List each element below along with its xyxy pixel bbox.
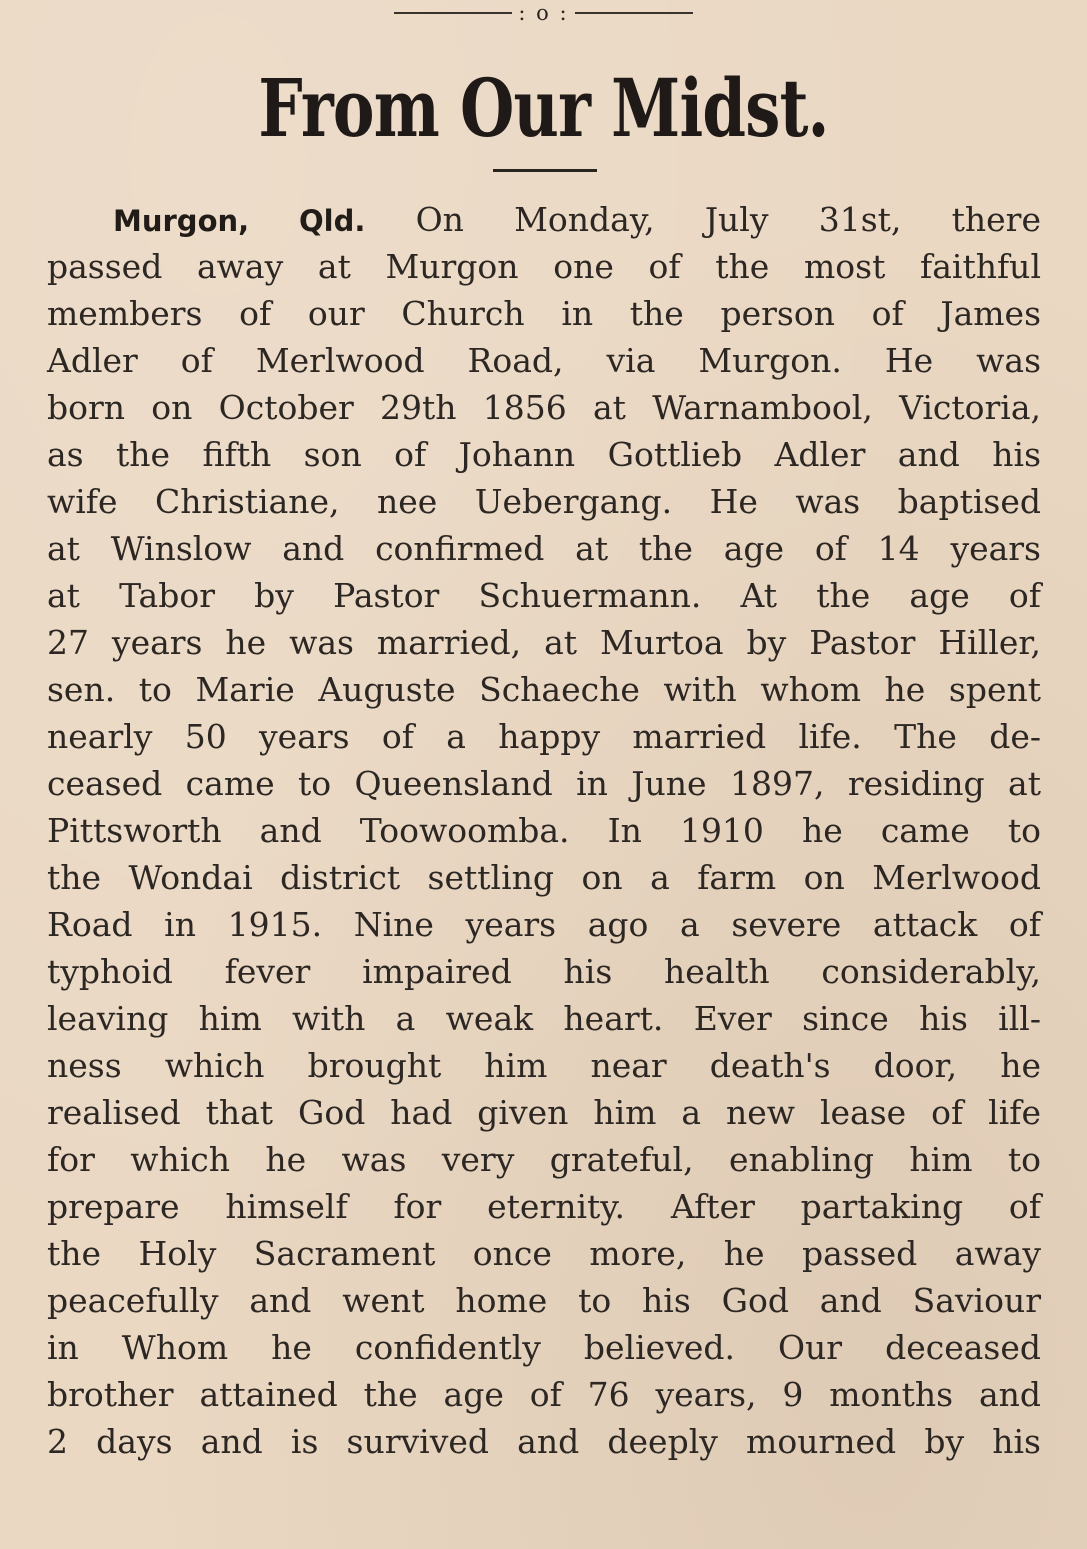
article-line: passed away at Murgon one of the most faithful [47,247,1041,286]
article-line: realised that God had given him a new lease of life [47,1093,1041,1132]
ornament-rule-left [394,12,512,14]
title-underline [493,169,597,172]
ornament-mark: : o : [518,0,569,25]
article-line: sen. to Marie Auguste Schaeche with whom he spent [47,670,1041,709]
article-line: typhoid fever impaired his health considerably, [47,952,1041,991]
article-line: 2 days and is survived and deeply mourned by his [47,1422,1041,1461]
article-line: at Winslow and confirmed at the age of 14 years [47,529,1041,568]
article-line: members of our Church in the person of James [47,294,1041,333]
article-line: for which he was very grateful, enabling him to [47,1140,1041,1179]
article-line: prepare himself for eternity. After partaking of [47,1187,1041,1226]
section-ornament [0,0,1087,26]
article-first-line-text: On Monday, July 31st, there [415,200,1041,239]
article-line: Pittsworth and Toowoomba. In 1910 he came to [47,811,1041,850]
ornament-rule-right [575,12,693,14]
article-line: born on October 29th 1856 at Warnambool, Victoria, [47,388,1041,427]
article-body [47,196,1041,1465]
article-line: as the fifth son of Johann Gottlieb Adler and his [47,435,1041,474]
article-place: Murgon, Qld. [113,204,366,238]
article-line: nearly 50 years of a happy married life. The de- [47,717,1041,756]
article-line: ness which brought him near death's door, he [47,1046,1041,1085]
article-line: leaving him with a weak heart. Ever since his ill- [47,999,1041,1038]
article-line: ceased came to Queensland in June 1897, residing at [47,764,1041,803]
article-line: 27 years he was married, at Murtoa by Pastor Hiller, [47,623,1041,662]
article-line: Adler of Merlwood Road, via Murgon. He was [47,341,1041,380]
article-line: Road in 1915. Nine years ago a severe attack of [47,905,1041,944]
article-line: the Wondai district settling on a farm on Merlwood [47,858,1041,897]
article-line: brother attained the age of 76 years, 9 months and [47,1375,1041,1414]
article-line: the Holy Sacrament once more, he passed away [47,1234,1041,1273]
article-line: at Tabor by Pastor Schuermann. At the age of [47,576,1041,615]
article-line: peacefully and went home to his God and Saviour [47,1281,1041,1320]
article-line: wife Christiane, nee Uebergang. He was baptised [47,482,1041,521]
page-title: From Our Midst. [258,61,829,155]
article-line: in Whom he confidently believed. Our deceased [47,1328,1041,1367]
article-line [47,196,1041,243]
